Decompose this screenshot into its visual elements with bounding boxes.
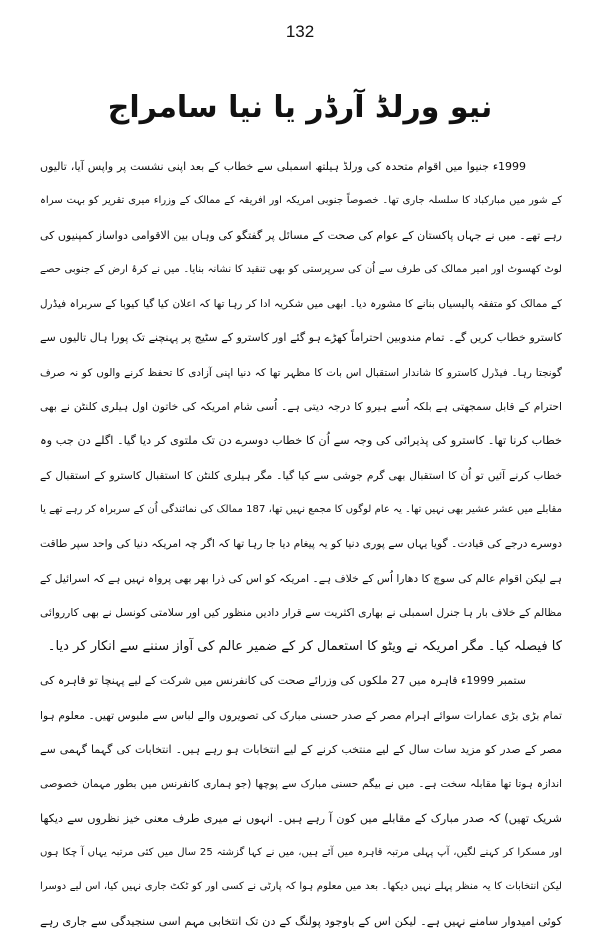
text-line: کے شور میں مبارکباد کا سلسلہ جاری تھا۔ خصوصاً جنوبی امریکہ اور افریقہ کے ممالک کے وزراء میری تقریر کو بہت سراہ [40, 195, 562, 207]
text-line: خطاب کرنا تھا۔ کاسترو کی پذیرائی کی وجہ سے اُن کا خطاب دوسرے دن تک ملتوی کر دیا گیا۔ اگلے دن جب وہ [40, 434, 562, 448]
text-line: لیکن انتخابات کا یہ منظر پہلے نہیں دیکھا۔ بعد میں معلوم ہوا کہ پارٹی نے کسی اور کو ٹکٹ جاری نہیں کیا، اس لیے دوسرا [40, 881, 562, 893]
text-line: خطاب کرنے آئیں تو اُن کا استقبال بھی گرم جوشی سے کیا گیا۔ مگر ہیلری کلنٹن کا استقبال کاسترو کے استقبال کے [40, 468, 562, 482]
paragraph [40, 664, 562, 938]
text-line: 1999ء جنیوا میں اقوام متحدہ کی ورلڈ ہیلتھ اسمبلی سے خطاب کے بعد اپنی نشست پر واپس آیا، تالیوں [40, 160, 526, 173]
text-line: کا فیصلہ کیا۔ مگر امریکہ نے ویٹو کا استعمال کر کے ضمیر عالم کی آواز سننے سے انکار کر دیا۔ [47, 639, 562, 655]
text-line: اندازہ ہوتا تھا مقابلہ سخت ہے۔ میں نے بیگم حسنی مبارک سے پوچھا (جو ہماری کانفرنس میں بطور مہمان خصوصی [40, 778, 562, 791]
text-line: کاسترو خطاب کریں گے۔ تمام مندوبین احتراماً کھڑے ہو گئے اور کاسترو کے سٹیج پر پہنچنے تک پورا ہال تالیوں سے [40, 331, 562, 345]
paragraph [40, 150, 562, 664]
text-line: لوٹ کھسوٹ اور امیر ممالک کی طرف سے اُن کی سرپرستی کو بھی تنقید کا نشانہ بنایا۔ میں نے کرۂ ارض کے جنوبی حصے [40, 263, 562, 275]
page-number: 132 [285, 22, 315, 41]
text-line: مقابلے میں عشر عشیر بھی نہیں تھا۔ یہ عام لوگوں کا مجمع نہیں تھا، 187 ممالک کی نمائندگی اُن کے سربراہ کر رہے تھے یا [40, 503, 562, 515]
text-line: گونجتا رہا۔ فیڈرل کاسترو کا شاندار استقبال اس بات کا مظہر تھا کہ دنیا اپنی آزادی کا تحفظ کرنے والوں کو نہ صرف [40, 366, 562, 379]
text-line: تمام بڑی بڑی عمارات سوائے اہرام مصر کے صدر حسنی مبارک کی تصویروں والے لباس سے ملبوس تھیں۔ معلوم ہوا [40, 708, 562, 722]
text-line: کوئی امیدوار سامنے نہیں ہے۔ لیکن اس کے باوجود پولنگ کے دن تک انتخابی مہم اسی سنجیدگی سے جاری رہے [40, 914, 562, 928]
text-line: دوسرے درجے کی قیادت۔ گویا یہاں سے پوری دنیا کو یہ پیغام دیا جا رہا تھا کہ اگر چہ امریکہ دنیا کی واحد سپر طاقت [40, 537, 562, 551]
text-line: ستمبر 1999ء قاہرہ میں 27 ملکوں کی وزرائے صحت کی کانفرنس میں شرکت کے لیے پہنچا تو قاہرہ کی [40, 674, 526, 688]
text-line: احترام کے قابل سمجھتی ہے بلکہ اُسے ہیرو کا درجہ دیتی ہے۔ اُسی شام امریکہ کی خاتون اول ہیلری کلنٹن نے بھی [40, 400, 562, 414]
chapter-title: نیو ورلڈ آرڈر یا نیا سامراج [107, 90, 493, 125]
text-line: شریک تھیں) کہ صدر مبارک کے مقابلے میں کون آ رہے ہیں۔ انہوں نے میری طرف معنی خیز نظروں سے دیکھا [40, 811, 562, 825]
text-line: کے ممالک کو متفقہ پالیسیاں بنانے کا مشورہ دیا۔ ابھی میں شکریہ ادا کر رہا تھا کہ اعلان کیا گیا کیوبا کے سربراہ فیڈرل [40, 298, 562, 311]
text-line: مصر کے صدر کو مزید سات سال کے لیے منتخب کرنے کے لیے انتخابات ہو رہے ہیں۔ انتخابات کی گہما گہمی سے [40, 743, 562, 757]
article-body [40, 150, 562, 939]
text-line: اور مسکرا کر کہنے لگیں، آپ پہلی مرتبہ قاہرہ میں آئے ہیں، میں نے کہا گزشتہ 25 سال میں کئی مرتبہ یہاں آ چکا ہوں [40, 846, 562, 858]
text-line: مظالم کے خلاف بار ہا جنرل اسمبلی نے بھاری اکثریت سے قرار دادیں منظور کیں اور سلامتی کونسل نے بھی کارروائی [40, 605, 562, 619]
text-line: رہے تھے۔ میں نے جہاں پاکستان کے عوام کی صحت کے مسائل پر گفتگو کی وہاں بین الاقوامی دواساز کمپنیوں کی [40, 228, 562, 242]
text-line: ہے لیکن اقوام عالم کی سوچ کا دھارا اُس کے خلاف ہے۔ امریکہ کو اس کی ذرا بھر بھی پرواہ نہیں ہے کہ اسرائیل کے [40, 571, 562, 585]
